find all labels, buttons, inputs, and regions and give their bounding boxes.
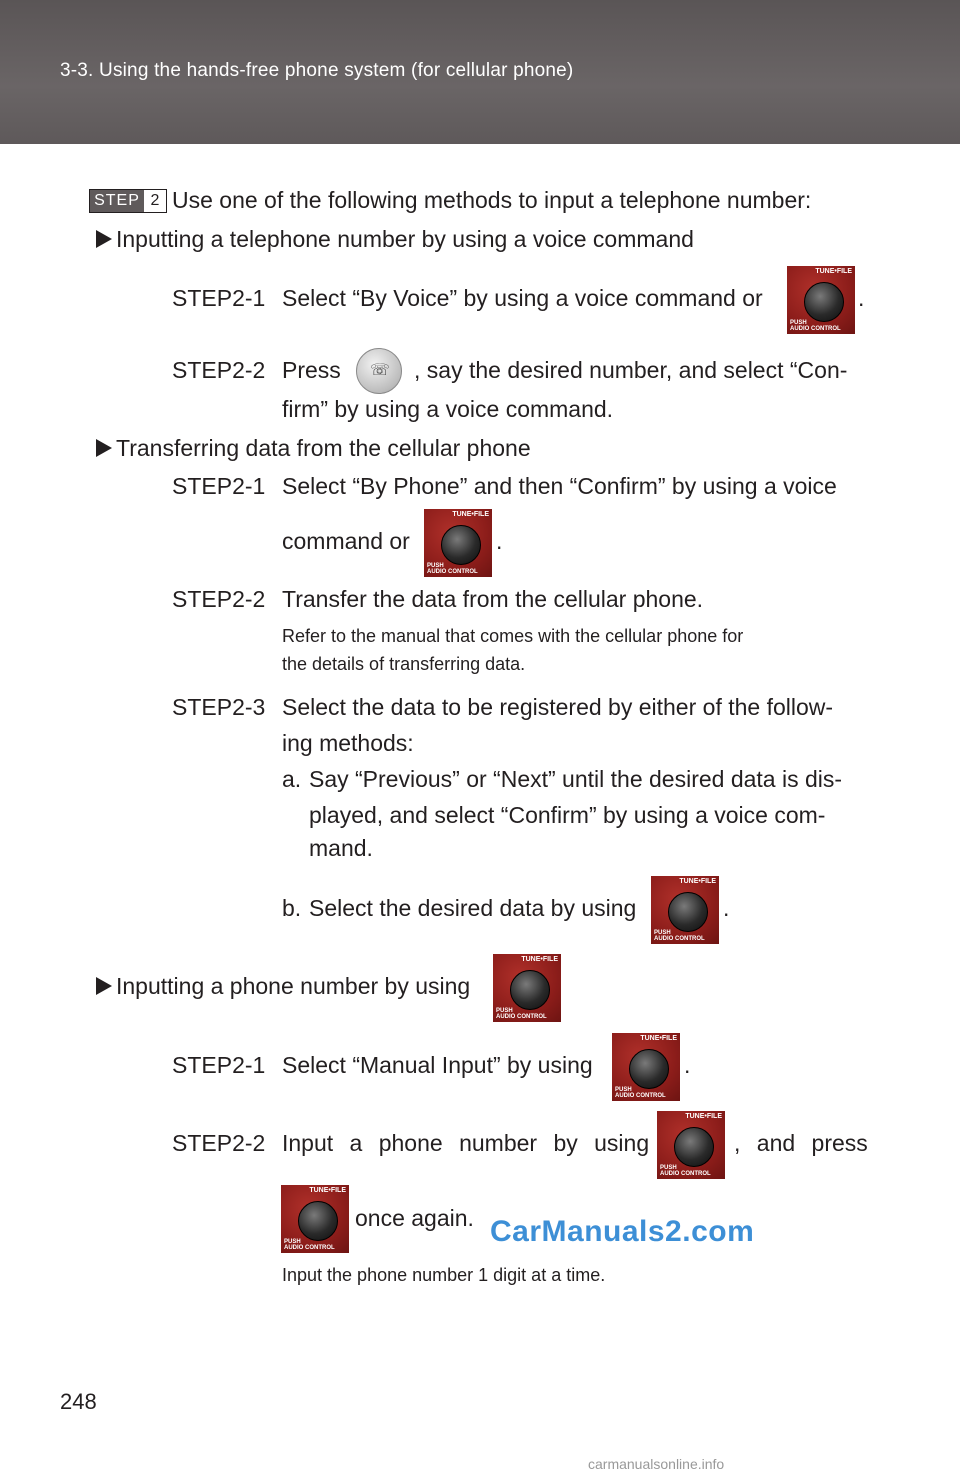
list-text: mand.	[309, 835, 373, 861]
step-text: Transfer the data from the cellular phone.	[282, 586, 704, 612]
method-2-title: Transferring data from the cellular phone	[116, 435, 531, 461]
step-label: STEP2-1	[172, 473, 266, 499]
method-1-title: Inputting a telephone number by using a voice command	[116, 226, 694, 252]
method-3-title: Inputting a phone number by using	[116, 973, 471, 999]
tune-file-knob-icon: TUNE•FILE PUSH AUDIO CONTROL	[281, 1185, 349, 1253]
note-text: Refer to the manual that comes with the cellular phone for	[282, 626, 744, 646]
step-text: Select “By Phone” and then “Confirm” by using a voice	[282, 473, 837, 499]
bullet-arrow-icon	[96, 977, 112, 995]
step-text: Press	[282, 357, 341, 383]
step-badge-number: 2	[144, 190, 166, 212]
watermark-footer: carmanualsonline.info	[588, 1456, 725, 1472]
page-header	[0, 0, 960, 144]
tune-file-knob-icon: TUNE•FILE PUSH AUDIO CONTROL	[651, 876, 719, 944]
step-text: once again.	[355, 1205, 474, 1231]
step-text: firm” by using a voice command.	[282, 396, 614, 422]
voice-talk-icon: ☏	[356, 348, 402, 394]
step-label: STEP2-2	[172, 357, 266, 383]
list-text: Select the desired data by using	[309, 895, 637, 921]
step-text: ing methods:	[282, 730, 414, 756]
intro-text: Use one of the following methods to input a telephone number:	[172, 187, 812, 213]
period: .	[858, 285, 865, 311]
watermark: CarManuals2.com	[490, 1215, 755, 1248]
step-label: STEP2-1	[172, 1052, 266, 1078]
list-marker: b.	[282, 895, 302, 921]
step-text: Select “Manual Input” by using	[282, 1052, 593, 1078]
tune-file-knob-icon: TUNE•FILE PUSH AUDIO CONTROL	[612, 1033, 680, 1101]
tune-file-knob-icon: TUNE•FILE PUSH AUDIO CONTROL	[787, 266, 855, 334]
tune-file-knob-icon: TUNE•FILE PUSH AUDIO CONTROL	[493, 954, 561, 1022]
tune-file-knob-icon: TUNE•FILE PUSH AUDIO CONTROL	[424, 509, 492, 577]
step-text: , and press	[734, 1130, 868, 1156]
step-text: Select the data to be registered by either of the follow-	[282, 694, 834, 720]
note-text: Input the phone number 1 digit at a time.	[282, 1265, 606, 1285]
step-label: STEP2-3	[172, 694, 266, 720]
step-label: STEP2-1	[172, 285, 266, 311]
step-text: command or	[282, 528, 410, 554]
step-text: , say the desired number, and select “Con-	[414, 357, 848, 383]
step-badge	[89, 189, 167, 213]
step-text: Select “By Voice” by using a voice command or	[282, 285, 763, 311]
section-title: 3-3. Using the hands-free phone system (for cellular phone)	[60, 60, 574, 81]
list-marker: a.	[282, 766, 302, 792]
list-text: played, and select “Confirm” by using a voice com-	[309, 802, 826, 828]
period: .	[684, 1052, 691, 1078]
step-text: Input a phone number by using	[282, 1130, 650, 1156]
note-text: the details of transferring data.	[282, 654, 526, 674]
bullet-arrow-icon	[96, 230, 112, 248]
period: .	[723, 895, 730, 921]
period: .	[496, 528, 503, 554]
list-text: Say “Previous” or “Next” until the desired data is dis-	[309, 766, 843, 792]
step-badge-label: STEP	[90, 190, 144, 212]
step-label: STEP2-2	[172, 1130, 266, 1156]
tune-file-knob-icon: TUNE•FILE PUSH AUDIO CONTROL	[657, 1111, 725, 1179]
step-label: STEP2-2	[172, 586, 266, 612]
page-number: 248	[60, 1389, 97, 1414]
bullet-arrow-icon	[96, 439, 112, 457]
